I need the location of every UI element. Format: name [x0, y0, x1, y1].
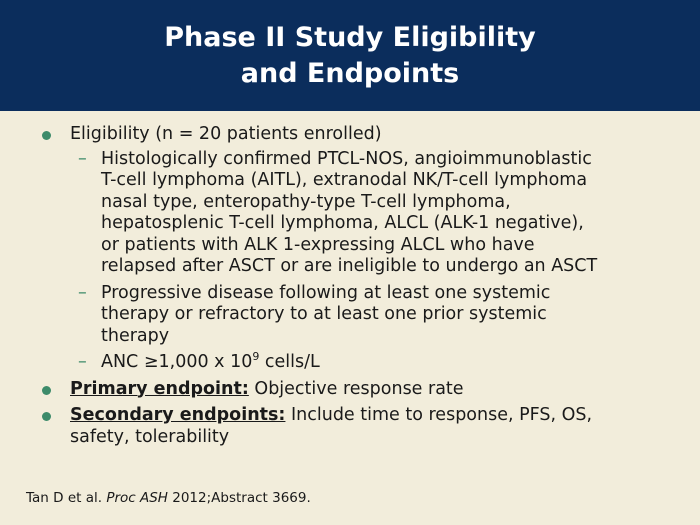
citation-footnote	[26, 490, 311, 506]
slide-title-line-1: Phase II Study Eligibility	[164, 21, 536, 53]
criterion-histology-line-1: Histologically confirmed PTCL-NOS, angioimmunoblastic	[101, 148, 592, 169]
eligibility-criteria-list	[70, 149, 680, 374]
slide-header	[0, 0, 700, 111]
bullet-dot-icon	[42, 412, 51, 421]
bullet-dot-icon	[42, 131, 51, 140]
bullet-eligibility	[40, 124, 680, 374]
criterion-histology-line-6: relapsed after ASCT or are ineligible to undergo an ASCT	[101, 256, 598, 276]
criterion-progression-line-1: Progressive disease following at least one systemic	[101, 282, 551, 303]
dash-icon: –	[78, 282, 87, 303]
secondary-endpoints-line-2: safety, tolerability	[70, 426, 230, 447]
criterion-histology-line-2: T-cell lymphoma (AITL), extranodal NK/T-cell lymphoma	[101, 170, 588, 190]
secondary-endpoints-label: Secondary endpoints:	[70, 405, 286, 425]
slide-body	[40, 124, 680, 453]
bullet-primary-endpoint	[40, 379, 680, 401]
criterion-histology-line-4: hepatosplenic T-cell lymphoma, ALCL (ALK-1 negative),	[101, 213, 584, 233]
secondary-endpoints-text: Include time to response, PFS, OS,	[285, 405, 593, 425]
bullet-dot-icon	[42, 386, 51, 395]
primary-endpoint-text: Objective response rate	[248, 378, 464, 399]
criterion-anc-exponent: 9	[252, 350, 260, 364]
bullet-secondary-endpoints	[40, 405, 680, 448]
dash-icon: –	[78, 148, 87, 169]
criterion-progression	[70, 283, 680, 348]
citation-suffix: 2012;Abstract 3669.	[167, 490, 311, 506]
primary-endpoint-label: Primary endpoint:	[70, 378, 249, 399]
citation-journal: Proc ASH	[106, 490, 168, 506]
criterion-histology-line-5: or patients with ALK 1-expressing ALCL who have	[101, 234, 535, 255]
citation-prefix: Tan D et al.	[26, 490, 107, 506]
dash-icon: –	[78, 352, 87, 372]
criterion-anc-text: ANC ≥1,000 x 10	[101, 352, 253, 372]
criterion-histology	[70, 149, 680, 278]
criterion-histology-line-3: nasal type, enteropathy-type T-cell lymphoma,	[101, 191, 511, 212]
criterion-anc-suffix: cells/L	[259, 352, 320, 372]
criterion-progression-line-2: therapy or refractory to at least one prior systemic	[101, 304, 547, 324]
criterion-progression-line-3: therapy	[101, 325, 170, 346]
bullet-eligibility-text: Eligibility (n = 20 patients enrolled)	[70, 124, 382, 144]
slide-title-line-2: and Endpoints	[240, 57, 460, 89]
criterion-anc	[70, 352, 680, 374]
